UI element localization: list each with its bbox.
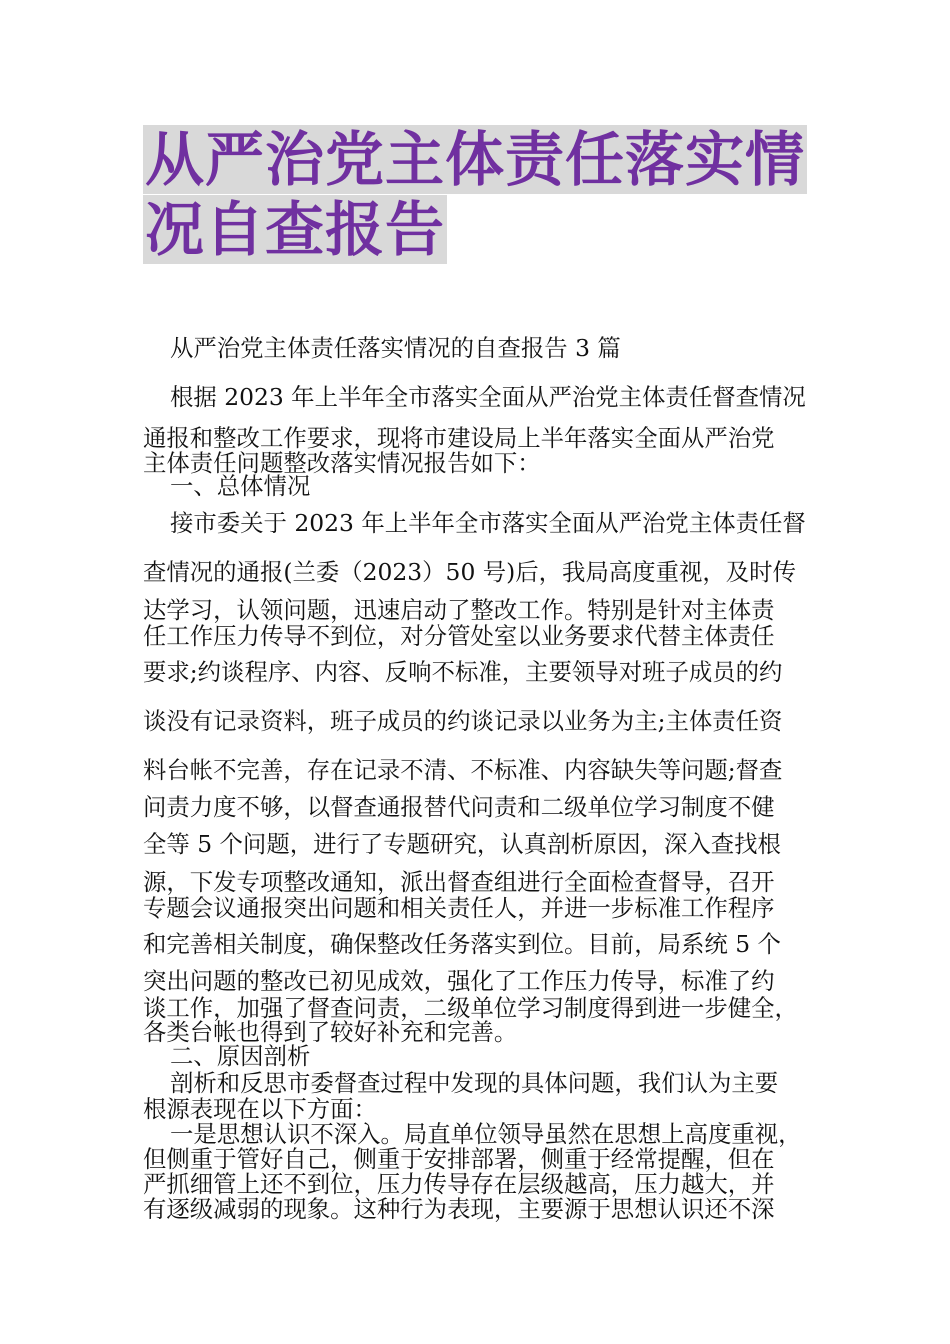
paragraph-line: 源，下发专项整改通知，派出督查组进行全面检查督导，召开 (143, 868, 775, 896)
paragraph-line: 一是思想认识不深入。局直单位领导虽然在思想上高度重视， (170, 1120, 802, 1148)
document-title-line-1 (143, 125, 807, 194)
paragraph-line: 严抓细管上还不到位，压力传导存在层级越高，压力越大，并 (143, 1170, 775, 1198)
paragraph-line: 但侧重于管好自己，侧重于安排部署，侧重于经常提醒，但在 (143, 1145, 775, 1173)
paragraph-line: 剖析和反思市委督查过程中发现的具体问题，我们认为主要 (170, 1069, 779, 1097)
document-title-line-2 (143, 195, 447, 264)
section-heading: 二、原因剖析 (170, 1042, 311, 1070)
paragraph-line: 各类台帐也得到了较好补充和完善。 (143, 1018, 518, 1046)
paragraph-line: 通报和整改工作要求，现将市建设局上半年落实全面从严治党 (143, 424, 775, 452)
paragraph-line: 有逐级减弱的现象。这种行为表现，主要源于思想认识还不深 (143, 1195, 775, 1223)
paragraph-line: 和完善相关制度，确保整改任务落实到位。目前，局系统 5 个 (143, 930, 781, 958)
paragraph-line: 要求;约谈程序、内容、反响不标准，主要领导对班子成员的约 (143, 658, 783, 686)
paragraph-line: 根据 2023 年上半年全市落实全面从严治党主体责任督查情况 (170, 383, 806, 411)
paragraph-line: 达学习，认领问题，迅速启动了整改工作。特别是针对主体责 (143, 596, 775, 624)
paragraph-line: 料台帐不完善，存在记录不清、不标准、内容缺失等问题;督查 (143, 756, 783, 784)
paragraph-line: 专题会议通报突出问题和相关责任人，并进一步标准工作程序 (143, 894, 775, 922)
subtitle-line: 从严治党主体责任落实情况的自查报告 3 篇 (170, 334, 621, 362)
paragraph-line: 全等 5 个问题，进行了专题研究，认真剖析原因，深入查找根 (143, 830, 781, 858)
paragraph-line: 主体责任问题整改落实情况报告如下： (143, 449, 541, 477)
paragraph-line: 任工作压力传导不到位，对分管处室以业务要求代替主体责任 (143, 622, 775, 650)
paragraph-line: 接市委关于 2023 年上半年全市落实全面从严治党主体责任督 (170, 509, 806, 537)
section-heading: 一、总体情况 (170, 472, 311, 500)
paragraph-line: 谈工作，加强了督查问责，二级单位学习制度得到进一步健全， (143, 994, 798, 1022)
paragraph-line: 突出问题的整改已初见成效，强化了工作压力传导，标准了约 (143, 967, 775, 995)
paragraph-line: 根源表现在以下方面： (143, 1095, 377, 1123)
paragraph-line: 谈没有记录资料，班子成员的约谈记录以业务为主;主体责任资 (143, 707, 783, 735)
paragraph-line: 查情况的通报(兰委（2023）50 号)后，我局高度重视，及时传 (143, 558, 796, 586)
title-text-2: 况自查报告 (145, 195, 446, 264)
title-text-1: 从严治党主体责任落实情 (145, 125, 806, 194)
paragraph-line: 问责力度不够，以督查通报替代问责和二级单位学习制度不健 (143, 793, 775, 821)
